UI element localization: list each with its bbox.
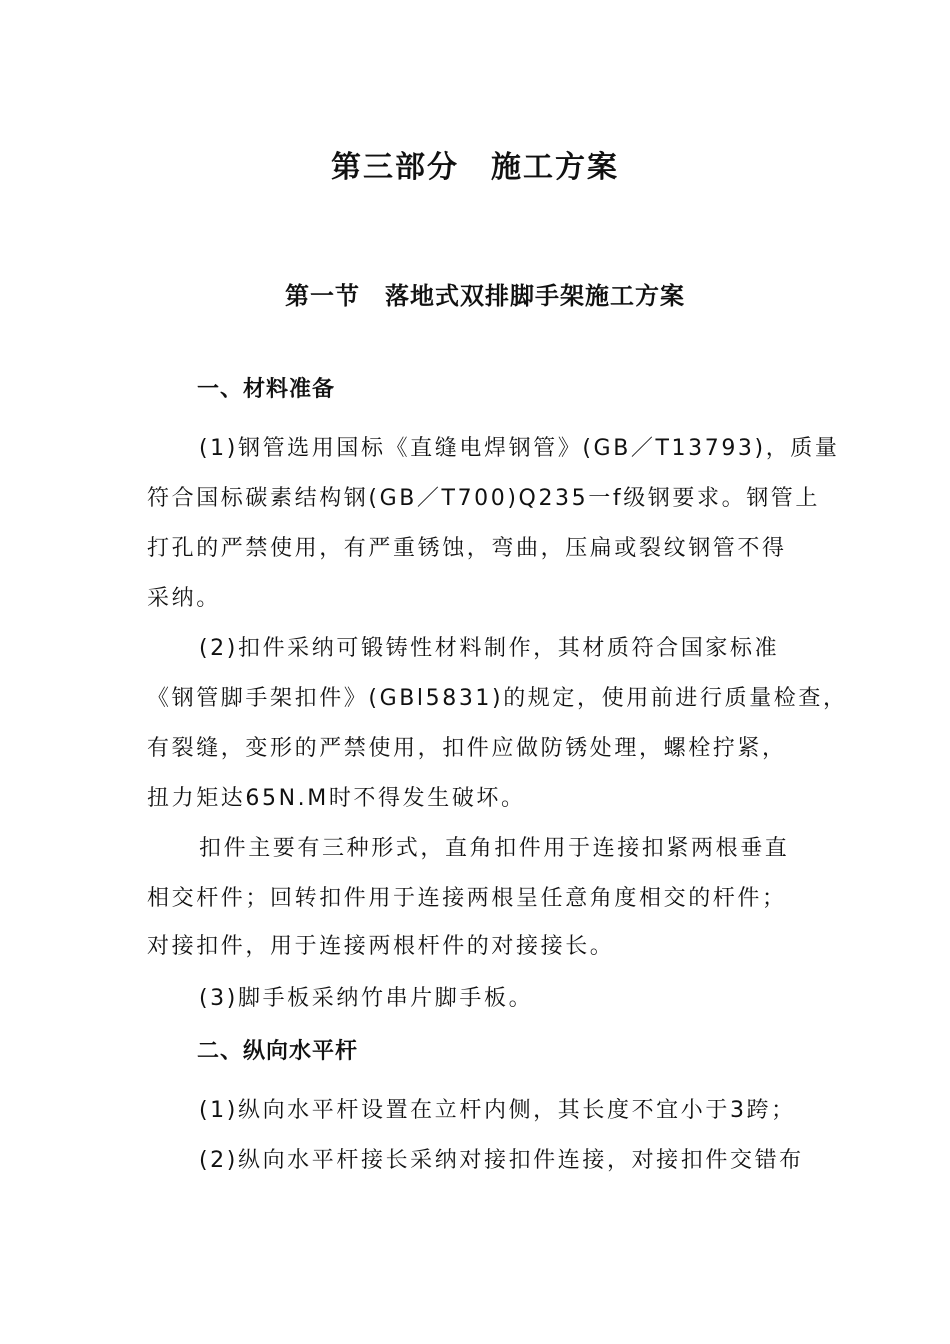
heading-longitudinal-bar: 二、纵向水平杆: [197, 1038, 359, 1064]
part-title: 第三部分 施工方案: [331, 150, 619, 185]
paragraph-line: (1)纵向水平杆设置在立杆内侧，其长度不宜小于3跨；: [199, 1098, 796, 1123]
paragraph-line: 打孔的严禁使用，有严重锈蚀，弯曲，压扁或裂纹钢管不得: [147, 536, 787, 561]
paragraph-line: 《钢管脚手架扣件》(GBl5831)的规定，使用前进行质量检查，: [147, 686, 848, 711]
paragraph-line: 采纳。: [147, 586, 221, 611]
paragraph-line: (2)扣件采纳可锻铸性材料制作，其材质符合国家标准: [199, 636, 780, 661]
paragraph-line: (2)纵向水平杆接长采纳对接扣件连接，对接扣件交错布: [199, 1148, 804, 1173]
paragraph-line: 扭力矩达65N.M时不得发生破坏。: [147, 786, 526, 811]
section-title: 第一节 落地式双排脚手架施工方案: [285, 281, 685, 310]
paragraph-line: 符合国标碳素结构钢(GB／T700)Q235一f级钢要求。钢管上: [147, 486, 820, 511]
paragraph-line: (3)脚手板采纳竹串片脚手板。: [199, 986, 534, 1011]
paragraph-line: 对接扣件，用于连接两根杆件的对接接长。: [147, 934, 615, 959]
paragraph-line: (1)钢管选用国标《直缝电焊钢管》(GB／T13793)，质量: [199, 436, 840, 461]
paragraph-line: 扣件主要有三种形式，直角扣件用于连接扣紧两根垂直: [199, 836, 790, 861]
heading-materials: 一、材料准备: [197, 376, 336, 402]
paragraph-line: 有裂缝，变形的严禁使用，扣件应做防锈处理，螺栓拧紧，: [147, 736, 787, 761]
paragraph-line: 相交杆件；回转扣件用于连接两根呈任意角度相交的杆件；: [147, 886, 787, 911]
